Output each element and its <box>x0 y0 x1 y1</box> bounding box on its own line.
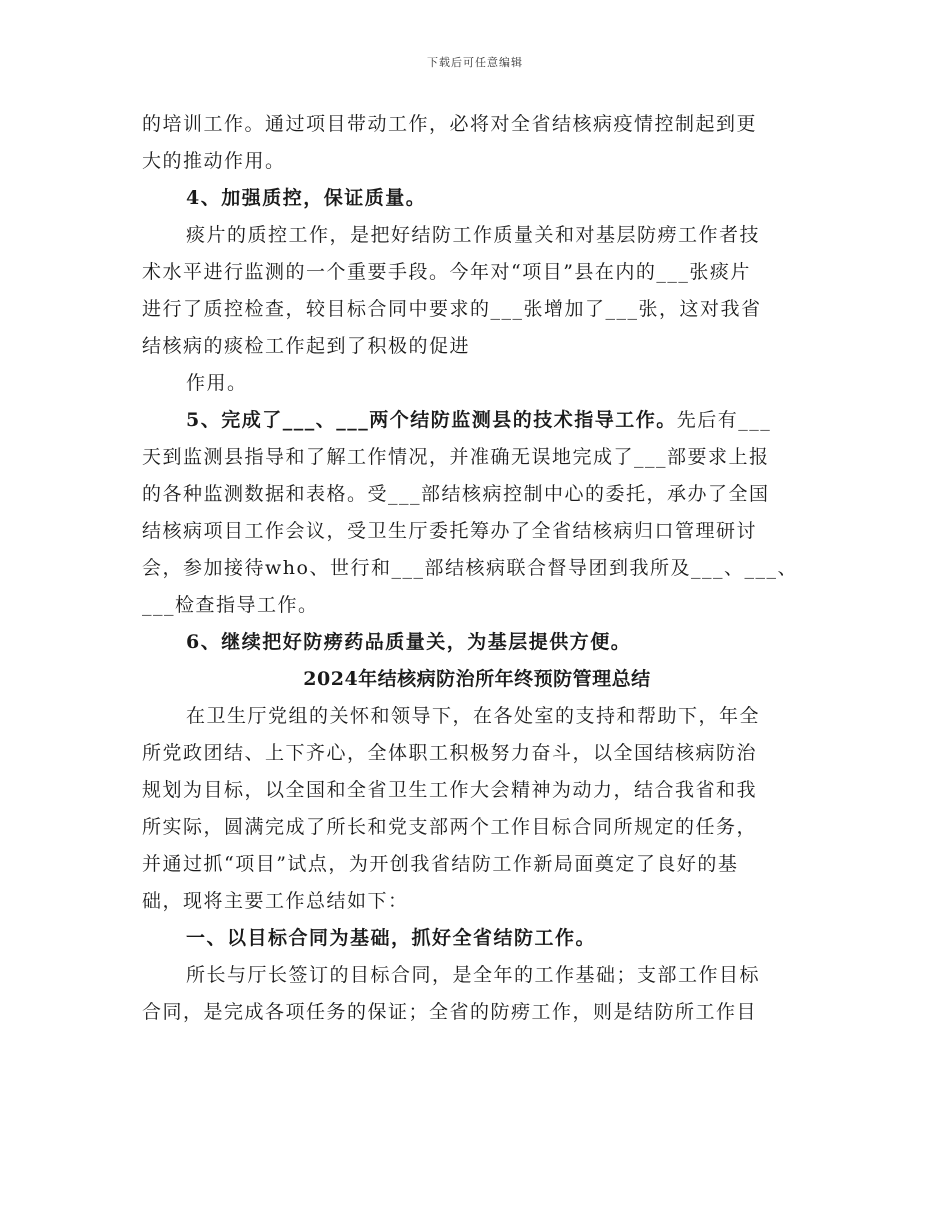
paragraph-line: 在卫生厅党组的关怀和领导下，在各处室的支持和帮助下，年全 <box>186 705 761 727</box>
paragraph-text: 先后有___ <box>676 409 772 431</box>
paragraph-line: 的培训工作。通过项目带动工作，必将对全省结核病疫情控制起到更 <box>142 113 758 135</box>
paragraph-line: 天到监测县指导和了解工作情况，并准确无误地完成了___部要求上报 <box>142 446 770 468</box>
paragraph-line: 结核病项目工作会议，受卫生厅委托筹办了全省结核病归口管理研讨 <box>142 520 758 542</box>
paragraph-line: 会，参加接待who、世行和___部结核病联合督导团到我所及___、___、 <box>142 557 798 579</box>
paragraph-line: 大的推动作用。 <box>142 150 286 172</box>
mixed-heading-line <box>142 402 812 439</box>
paragraph-line: 结核病的痰检工作起到了积极的促进 <box>142 335 471 357</box>
section-heading: 一、以目标合同为基础，抓好全省结防工作。 <box>186 927 597 949</box>
section-heading: 4、加强质控，保证质量。 <box>186 187 427 209</box>
document-body <box>142 106 812 1031</box>
page-header: 下载后可任意编辑 <box>427 56 523 69</box>
paragraph-line: 痰片的质控工作，是把好结防工作质量关和对基层防痨工作者技 <box>186 224 761 246</box>
paragraph-line: 的各种监测数据和表格。受___部结核病控制中心的委托，承办了全国 <box>142 483 770 505</box>
paragraph-line: ___检查指导工作。 <box>142 594 319 616</box>
paragraph-line: 进行了质控检查，较目标合同中要求的___张增加了___张，这对我省 <box>142 298 762 320</box>
paragraph-line: 础，现将主要工作总结如下： <box>142 890 409 912</box>
paragraph-line: 并通过抓“项目”试点，为开创我省结防工作新局面奠定了良好的基 <box>142 853 739 875</box>
paragraph-line: 规划为目标，以全国和全省卫生工作大会精神为动力，结合我省和我 <box>142 779 758 801</box>
paragraph-line: 合同，是完成各项任务的保证；全省的防痨工作，则是结防所工作目 <box>142 1001 758 1023</box>
paragraph-line: 所长与厅长签订的目标合同，是全年的工作基础；支部工作目标 <box>186 964 761 986</box>
paragraph-line: 作用。 <box>186 372 248 394</box>
section-heading: 6、继续把好防痨药品质量关，为基层提供方便。 <box>186 631 632 653</box>
section-heading: 5、完成了___、___两个结防监测县的技术指导工作。 <box>186 409 677 431</box>
paragraph-line: 所实际，圆满完成了所长和党支部两个工作目标合同所规定的任务， <box>142 816 758 838</box>
document-title: 2024年结核病防治所年终预防管理总结 <box>303 668 651 690</box>
paragraph-line: 所党政团结、上下齐心，全体职工积极努力奋斗，以全国结核病防治 <box>142 742 758 764</box>
paragraph-line: 术水平进行监测的一个重要手段。今年对“项目”县在内的___张痰片 <box>142 261 751 283</box>
